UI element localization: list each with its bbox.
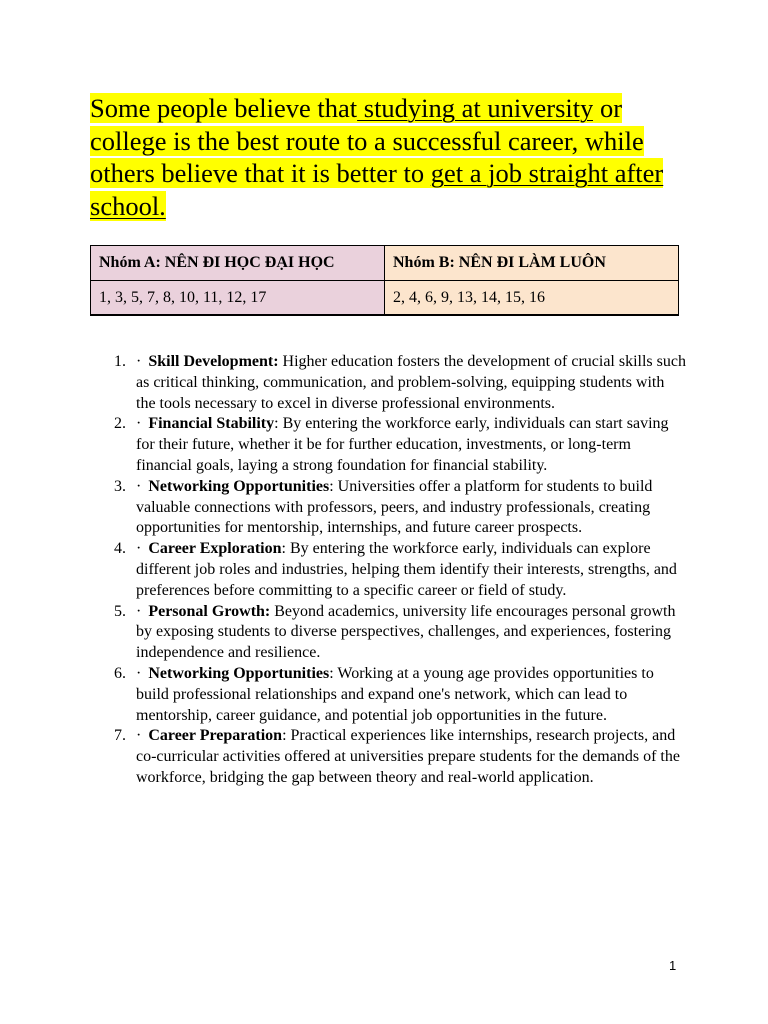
bullet-dot: · bbox=[136, 602, 142, 620]
bullet-dot: · bbox=[136, 415, 142, 433]
item-title: Career Preparation bbox=[148, 727, 283, 745]
item-title: Skill Development: bbox=[148, 353, 279, 370]
item-body: : Universities offer a platform for students to build valuable connections with professors, peers, and industry professionals, creating opportunities for mentorship, internships, and future career prospects. bbox=[136, 477, 653, 537]
item-number: 6. bbox=[114, 664, 126, 682]
arguments-list bbox=[96, 352, 686, 789]
item-body: : By entering the workforce early, individuals can start saving for their future, whether it be for further education, investments, or long-term financial goals, laying a strong foundation for financial stability. bbox=[136, 415, 669, 474]
table-row bbox=[91, 281, 679, 316]
prompt-text-2: or college is the best route to a successful career, while others believe that it is better to bbox=[90, 93, 644, 188]
item-body: : Practical experiences like internships, research projects, and co-curricular activities offered at universities prepare students for the demands of the workforce, bridging the gap between theory and real-world application. bbox=[136, 727, 680, 786]
group-a-numbers: 1, 3, 5, 7, 8, 10, 11, 12, 17 bbox=[91, 281, 385, 316]
bullet-dot: · bbox=[136, 477, 142, 495]
page-number: 1 bbox=[669, 958, 677, 973]
bullet-dot: · bbox=[136, 727, 142, 745]
item-title: Financial Stability bbox=[148, 415, 275, 433]
item-title: Personal Growth: bbox=[148, 602, 271, 620]
list-item bbox=[96, 664, 686, 726]
item-title: Networking Opportunities bbox=[148, 477, 330, 495]
item-title: Networking Opportunities bbox=[148, 664, 330, 682]
table-header-row bbox=[91, 246, 679, 281]
item-number: 5. bbox=[114, 602, 126, 620]
list-item bbox=[96, 539, 686, 601]
groups-table bbox=[90, 245, 679, 316]
item-body: Higher education fosters the development of crucial skills such as critical thinking, communication, and problem-solving, equipping students with the tools necessary to excel in diverse professional environments. bbox=[136, 353, 686, 412]
item-number: 4. bbox=[114, 540, 126, 558]
group-b-numbers: 2, 4, 6, 9, 13, 14, 15, 16 bbox=[385, 281, 679, 316]
item-body: Beyond academics, university life encourages personal growth by exposing students to diverse perspectives, challenges, and experiences, fostering independence and resilience. bbox=[136, 602, 676, 662]
item-number: 7. bbox=[114, 727, 126, 745]
prompt-underlined-job: get a job straight after school. bbox=[90, 158, 664, 221]
item-body: : By entering the workforce early, individuals can explore different job roles and industries, helping them identify their interests, strengths, and preferences before committing to a specific career or field of study. bbox=[136, 540, 677, 599]
group-b-header: Nhóm B: NÊN ĐI LÀM LUÔN bbox=[385, 246, 679, 281]
item-number: 3. bbox=[114, 477, 126, 495]
list-item bbox=[96, 414, 686, 476]
item-number: 2. bbox=[114, 415, 126, 433]
list-item bbox=[96, 477, 686, 539]
group-a-header: Nhóm A: NÊN ĐI HỌC ĐẠI HỌC bbox=[91, 246, 385, 281]
item-title: Career Exploration bbox=[148, 540, 282, 558]
bullet-dot: · bbox=[136, 353, 142, 370]
list-item bbox=[96, 602, 686, 664]
list-item bbox=[96, 726, 686, 788]
item-body: : Working at a young age provides opportunities to build professional relationships and expand one's network, which can lead to mentorship, career guidance, and potential job opportunities in the future. bbox=[136, 664, 654, 724]
bullet-dot: · bbox=[136, 540, 142, 558]
prompt-underlined-university: studying at university bbox=[357, 93, 594, 123]
bullet-dot: · bbox=[136, 664, 142, 682]
item-number: 1. bbox=[114, 353, 126, 370]
list-item bbox=[96, 352, 686, 414]
prompt-text-1: Some people believe that bbox=[90, 93, 358, 123]
essay-prompt bbox=[90, 92, 690, 222]
